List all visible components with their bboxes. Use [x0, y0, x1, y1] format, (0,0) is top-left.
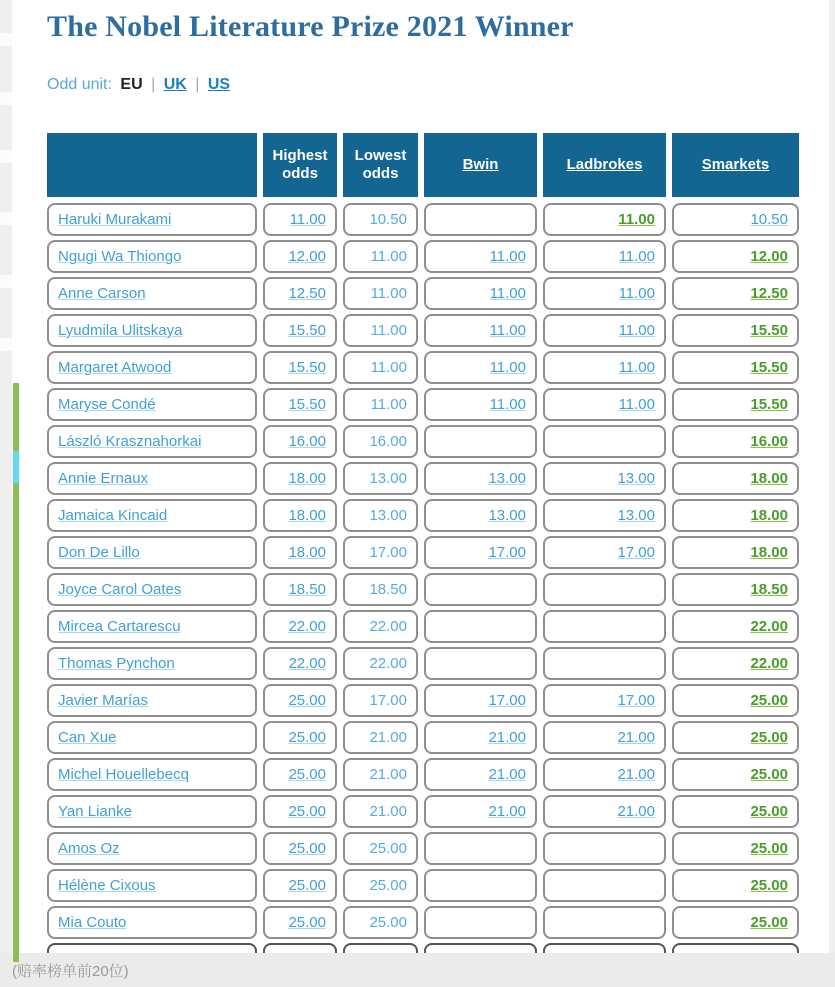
highest-odds-link[interactable]: 25.00 — [288, 729, 326, 746]
lowest-odds-value: 17.00 — [369, 544, 407, 561]
lowest-odds-cell — [343, 610, 418, 643]
ladbrokes-odds-cell — [543, 610, 666, 643]
lowest-odds-cell — [343, 573, 418, 606]
table-row — [47, 314, 799, 347]
gutter-tick — [0, 338, 12, 351]
lowest-odds-value: 11.00 — [370, 396, 407, 413]
highest-odds-link[interactable]: 25.00 — [288, 877, 326, 894]
lowest-odds-cell — [343, 684, 418, 717]
entrant-link[interactable]: László Krasznahorkai — [58, 433, 202, 450]
smarkets-odds-cell — [672, 758, 799, 791]
highest-odds-cell — [263, 351, 337, 384]
ladbrokes-odds-cell — [543, 906, 666, 939]
lowest-odds-cell — [343, 351, 418, 384]
table-row — [47, 351, 799, 384]
highest-odds-link[interactable]: 25.00 — [288, 914, 326, 931]
entrant-link[interactable]: Michel Houellebecq — [58, 766, 189, 783]
entrant-link[interactable]: Mircea Cartarescu — [58, 618, 181, 635]
ladbrokes-odds-cell — [543, 499, 666, 532]
smarkets-odds-cell — [672, 610, 799, 643]
highest-odds-link[interactable]: 12.00 — [288, 248, 326, 265]
bwin-odds-link[interactable]: 21.00 — [488, 729, 526, 746]
bwin-odds-cell — [424, 795, 537, 828]
lowest-odds-value: 25.00 — [369, 877, 407, 894]
smarkets-odds-link[interactable]: 10.50 — [750, 211, 788, 228]
lowest-odds-cell — [343, 536, 418, 569]
ladbrokes-odds-link[interactable]: 11.00 — [618, 396, 655, 413]
bookmaker-link-ladbrokes[interactable]: Ladbrokes — [566, 156, 643, 173]
entrant-link[interactable]: Ngugi Wa Thiongo — [58, 248, 182, 265]
column-header-smarkets — [672, 133, 799, 197]
smarkets-odds-link[interactable]: 15.50 — [750, 359, 788, 376]
bwin-odds-link[interactable]: 11.00 — [489, 322, 526, 339]
lowest-odds-cell — [343, 314, 418, 347]
ladbrokes-odds-cell — [543, 462, 666, 495]
highest-odds-cell — [263, 277, 337, 310]
smarkets-odds-cell — [672, 314, 799, 347]
bwin-odds-cell — [424, 203, 537, 236]
entrant-link[interactable]: Hélène Cixous — [58, 877, 156, 894]
highest-odds-link[interactable]: 15.50 — [288, 322, 326, 339]
table-row — [47, 647, 799, 680]
smarkets-odds-link[interactable]: 25.00 — [750, 692, 788, 709]
table-row — [47, 832, 799, 865]
ladbrokes-odds-cell — [543, 203, 666, 236]
page-title: The Nobel Literature Prize 2021 Winner — [47, 10, 574, 43]
lowest-odds-value: 17.00 — [369, 692, 407, 709]
lowest-odds-cell — [343, 647, 418, 680]
bwin-odds-link[interactable]: 13.00 — [488, 507, 526, 524]
smarkets-odds-cell — [672, 573, 799, 606]
ladbrokes-odds-link[interactable]: 21.00 — [617, 766, 655, 783]
right-edge-strip — [829, 0, 835, 987]
lowest-odds-value: 13.00 — [369, 470, 407, 487]
highest-odds-cell — [263, 832, 337, 865]
highest-odds-link[interactable]: 12.50 — [288, 285, 326, 302]
bwin-odds-cell — [424, 573, 537, 606]
smarkets-odds-cell — [672, 647, 799, 680]
smarkets-odds-cell — [672, 277, 799, 310]
smarkets-odds-cell — [672, 462, 799, 495]
highest-odds-cell — [263, 499, 337, 532]
smarkets-odds-cell — [672, 869, 799, 902]
table-row — [47, 758, 799, 791]
lowest-odds-value: 25.00 — [369, 914, 407, 931]
lowest-odds-cell — [343, 388, 418, 421]
lowest-odds-value: 11.00 — [370, 248, 407, 265]
lowest-odds-cell — [343, 832, 418, 865]
table-row — [47, 536, 799, 569]
entrant-cell — [47, 647, 257, 680]
table-row — [47, 203, 799, 236]
bwin-odds-cell — [424, 610, 537, 643]
highest-odds-cell — [263, 536, 337, 569]
bwin-odds-cell — [424, 832, 537, 865]
bwin-odds-link[interactable]: 21.00 — [488, 766, 526, 783]
smarkets-odds-cell — [672, 832, 799, 865]
lowest-odds-cell — [343, 869, 418, 902]
ladbrokes-odds-cell — [543, 240, 666, 273]
entrant-link[interactable]: Anne Carson — [58, 285, 146, 302]
bwin-odds-link[interactable]: 11.00 — [489, 359, 526, 376]
odd-unit-selector — [47, 76, 230, 94]
lowest-odds-cell — [343, 758, 418, 791]
column-header-name — [47, 133, 257, 197]
ladbrokes-odds-cell — [543, 351, 666, 384]
scroll-indicator-cyan — [13, 451, 19, 483]
bwin-odds-cell — [424, 906, 537, 939]
smarkets-odds-link[interactable]: 15.50 — [750, 396, 788, 413]
ladbrokes-odds-cell — [543, 721, 666, 754]
ladbrokes-odds-link[interactable]: 17.00 — [617, 692, 655, 709]
ladbrokes-odds-link[interactable]: 11.00 — [618, 211, 655, 228]
column-header-ladbrokes — [543, 133, 666, 197]
smarkets-odds-cell — [672, 203, 799, 236]
smarkets-odds-link[interactable]: 22.00 — [750, 655, 788, 672]
highest-odds-cell — [263, 573, 337, 606]
lowest-odds-cell — [343, 721, 418, 754]
ladbrokes-odds-cell — [543, 425, 666, 458]
bookmaker-link-smarkets[interactable]: Smarkets — [701, 156, 770, 173]
smarkets-odds-link[interactable]: 25.00 — [750, 729, 788, 746]
table-row — [47, 388, 799, 421]
lowest-odds-value: 13.00 — [369, 507, 407, 524]
highest-odds-cell — [263, 647, 337, 680]
smarkets-odds-cell — [672, 721, 799, 754]
gutter-tick — [0, 212, 12, 225]
entrant-link[interactable]: Don De Lillo — [58, 544, 140, 561]
bwin-odds-link[interactable]: 17.00 — [488, 692, 526, 709]
column-header-lowest-odds-label: Lowest odds — [354, 147, 407, 182]
entrant-cell — [47, 573, 257, 606]
bwin-odds-cell — [424, 647, 537, 680]
smarkets-odds-link[interactable]: 22.00 — [750, 618, 788, 635]
lowest-odds-value: 22.00 — [369, 618, 407, 635]
entrant-cell — [47, 684, 257, 717]
smarkets-odds-link[interactable]: 15.50 — [750, 322, 788, 339]
highest-odds-link[interactable]: 25.00 — [288, 692, 326, 709]
smarkets-odds-link[interactable]: 12.00 — [750, 248, 788, 265]
bwin-odds-link[interactable]: 11.00 — [489, 285, 526, 302]
table-row — [47, 906, 799, 939]
highest-odds-link[interactable]: 18.00 — [288, 544, 326, 561]
smarkets-odds-link[interactable]: 16.00 — [750, 433, 788, 450]
gutter-tick — [0, 150, 12, 163]
table-row — [47, 869, 799, 902]
bwin-odds-cell — [424, 277, 537, 310]
entrant-link[interactable]: Amos Oz — [58, 840, 120, 857]
entrant-cell — [47, 462, 257, 495]
column-header-highest-odds-label: Highest odds — [272, 147, 328, 182]
entrant-link[interactable]: Jamaica Kincaid — [58, 507, 168, 524]
entrant-link[interactable]: Can Xue — [58, 729, 117, 746]
entrant-link[interactable]: Haruki Murakami — [58, 211, 172, 228]
bwin-odds-link[interactable]: 11.00 — [489, 396, 526, 413]
footer-note-bar — [0, 953, 835, 987]
lowest-odds-value: 21.00 — [369, 766, 407, 783]
ladbrokes-odds-cell — [543, 314, 666, 347]
smarkets-odds-cell — [672, 425, 799, 458]
ladbrokes-odds-cell — [543, 869, 666, 902]
bwin-odds-cell — [424, 388, 537, 421]
highest-odds-link[interactable]: 22.00 — [288, 655, 326, 672]
lowest-odds-cell — [343, 462, 418, 495]
highest-odds-link[interactable]: 15.50 — [288, 396, 326, 413]
highest-odds-link[interactable]: 25.00 — [288, 840, 326, 857]
bwin-odds-cell — [424, 240, 537, 273]
ladbrokes-odds-cell — [543, 832, 666, 865]
ladbrokes-odds-link[interactable]: 11.00 — [618, 359, 655, 376]
entrant-cell — [47, 240, 257, 273]
left-gutter — [0, 0, 12, 987]
entrant-link[interactable]: Thomas Pynchon — [58, 655, 175, 672]
entrant-cell — [47, 610, 257, 643]
highest-odds-link[interactable]: 15.50 — [288, 359, 326, 376]
ladbrokes-odds-link[interactable]: 13.00 — [617, 507, 655, 524]
lowest-odds-value: 25.00 — [369, 840, 407, 857]
lowest-odds-value: 16.00 — [369, 433, 407, 450]
table-row — [47, 721, 799, 754]
ladbrokes-odds-link[interactable]: 21.00 — [617, 729, 655, 746]
bwin-odds-link[interactable]: 11.00 — [489, 248, 526, 265]
highest-odds-link[interactable]: 16.00 — [288, 433, 326, 450]
highest-odds-cell — [263, 684, 337, 717]
ladbrokes-odds-cell — [543, 758, 666, 791]
ladbrokes-odds-cell — [543, 536, 666, 569]
entrant-cell — [47, 351, 257, 384]
smarkets-odds-link[interactable]: 25.00 — [750, 877, 788, 894]
highest-odds-link[interactable]: 18.00 — [288, 470, 326, 487]
entrant-cell — [47, 758, 257, 791]
odd-unit-label: Odd unit: — [47, 76, 112, 93]
table-row — [47, 684, 799, 717]
lowest-odds-cell — [343, 499, 418, 532]
smarkets-odds-link[interactable]: 25.00 — [750, 914, 788, 931]
table-row — [47, 240, 799, 273]
entrant-cell — [47, 203, 257, 236]
entrant-link[interactable]: Joyce Carol Oates — [58, 581, 182, 598]
highest-odds-link[interactable]: 25.00 — [288, 766, 326, 783]
ladbrokes-odds-cell — [543, 684, 666, 717]
lowest-odds-value: 11.00 — [370, 359, 407, 376]
smarkets-odds-link[interactable]: 18.00 — [750, 470, 788, 487]
highest-odds-link[interactable]: 11.00 — [289, 211, 326, 228]
odd-unit-separator: | — [151, 76, 156, 93]
smarkets-odds-link[interactable]: 18.00 — [750, 544, 788, 561]
footer-note: (赔率榜单前20位) — [12, 962, 129, 980]
partial-row — [47, 943, 799, 953]
smarkets-odds-cell — [672, 795, 799, 828]
odd-unit-uk-link[interactable]: UK — [163, 76, 187, 93]
highest-odds-cell — [263, 314, 337, 347]
lowest-odds-cell — [343, 277, 418, 310]
highest-odds-cell — [263, 869, 337, 902]
entrant-cell — [47, 906, 257, 939]
bwin-odds-cell — [424, 351, 537, 384]
table-body — [47, 203, 799, 939]
highest-odds-cell — [263, 240, 337, 273]
column-header-highest-odds — [263, 133, 337, 197]
ladbrokes-odds-cell — [543, 573, 666, 606]
column-header-bwin — [424, 133, 537, 197]
entrant-link[interactable]: Margaret Atwood — [58, 359, 172, 376]
lowest-odds-value: 11.00 — [370, 285, 407, 302]
entrant-link[interactable]: Mia Couto — [58, 914, 127, 931]
ladbrokes-odds-link[interactable]: 13.00 — [617, 470, 655, 487]
bwin-odds-link[interactable]: 13.00 — [488, 470, 526, 487]
gutter-tick — [0, 275, 12, 288]
lowest-odds-value: 10.50 — [369, 211, 407, 228]
smarkets-odds-link[interactable]: 18.50 — [750, 581, 788, 598]
highest-odds-link[interactable]: 25.00 — [288, 803, 326, 820]
smarkets-odds-cell — [672, 499, 799, 532]
odds-table — [47, 133, 799, 957]
entrant-cell — [47, 277, 257, 310]
highest-odds-cell — [263, 795, 337, 828]
table-row — [47, 462, 799, 495]
bwin-odds-cell — [424, 721, 537, 754]
bwin-odds-cell — [424, 462, 537, 495]
bookmaker-link-bwin[interactable]: Bwin — [462, 156, 499, 173]
table-row — [47, 795, 799, 828]
column-header-lowest-odds — [343, 133, 418, 197]
odd-unit-eu: EU — [120, 76, 143, 93]
smarkets-odds-link[interactable]: 25.00 — [750, 766, 788, 783]
bwin-odds-cell — [424, 684, 537, 717]
gutter-tick — [0, 92, 12, 105]
smarkets-odds-cell — [672, 388, 799, 421]
lowest-odds-value: 11.00 — [370, 322, 407, 339]
highest-odds-cell — [263, 425, 337, 458]
ladbrokes-odds-link[interactable]: 21.00 — [617, 803, 655, 820]
smarkets-odds-link[interactable]: 12.50 — [750, 285, 788, 302]
smarkets-odds-link[interactable]: 25.00 — [750, 803, 788, 820]
ladbrokes-odds-cell — [543, 795, 666, 828]
highest-odds-link[interactable]: 18.00 — [288, 507, 326, 524]
lowest-odds-value: 18.50 — [369, 581, 407, 598]
ladbrokes-odds-link[interactable]: 11.00 — [618, 322, 655, 339]
ladbrokes-odds-cell — [543, 647, 666, 680]
highest-odds-cell — [263, 906, 337, 939]
smarkets-odds-cell — [672, 536, 799, 569]
entrant-link[interactable]: Maryse Condé — [58, 396, 156, 413]
bwin-odds-link[interactable]: 17.00 — [488, 544, 526, 561]
entrant-link[interactable]: Lyudmila Ulitskaya — [58, 322, 183, 339]
entrant-cell — [47, 499, 257, 532]
entrant-cell — [47, 388, 257, 421]
smarkets-odds-cell — [672, 906, 799, 939]
table-row — [47, 425, 799, 458]
entrant-link[interactable]: Annie Ernaux — [58, 470, 149, 487]
entrant-link[interactable]: Javier Marías — [58, 692, 149, 709]
entrant-cell — [47, 314, 257, 347]
entrant-link[interactable]: Yan Lianke — [58, 803, 132, 820]
lowest-odds-value: 22.00 — [369, 655, 407, 672]
entrant-cell — [47, 721, 257, 754]
gutter-tick — [0, 33, 12, 46]
highest-odds-cell — [263, 610, 337, 643]
table-row — [47, 573, 799, 606]
bwin-odds-link[interactable]: 21.00 — [488, 803, 526, 820]
highest-odds-cell — [263, 758, 337, 791]
odd-unit-us-link[interactable]: US — [207, 76, 231, 93]
lowest-odds-cell — [343, 240, 418, 273]
ladbrokes-odds-cell — [543, 388, 666, 421]
table-row — [47, 277, 799, 310]
ladbrokes-odds-link[interactable]: 17.00 — [617, 544, 655, 561]
lowest-odds-value: 21.00 — [369, 729, 407, 746]
bwin-odds-cell — [424, 536, 537, 569]
ladbrokes-odds-cell — [543, 277, 666, 310]
lowest-odds-cell — [343, 795, 418, 828]
smarkets-odds-link[interactable]: 18.00 — [750, 507, 788, 524]
bwin-odds-cell — [424, 425, 537, 458]
highest-odds-cell — [263, 462, 337, 495]
entrant-cell — [47, 536, 257, 569]
ladbrokes-odds-link[interactable]: 11.00 — [618, 285, 655, 302]
smarkets-odds-cell — [672, 684, 799, 717]
entrant-cell — [47, 795, 257, 828]
lowest-odds-cell — [343, 425, 418, 458]
ladbrokes-odds-link[interactable]: 11.00 — [618, 248, 655, 265]
lowest-odds-cell — [343, 203, 418, 236]
bwin-odds-cell — [424, 758, 537, 791]
smarkets-odds-link[interactable]: 25.00 — [750, 840, 788, 857]
highest-odds-cell — [263, 203, 337, 236]
bwin-odds-cell — [424, 314, 537, 347]
entrant-cell — [47, 832, 257, 865]
table-header-row — [47, 133, 799, 197]
highest-odds-cell — [263, 721, 337, 754]
bwin-odds-cell — [424, 499, 537, 532]
lowest-odds-cell — [343, 906, 418, 939]
lowest-odds-value: 21.00 — [369, 803, 407, 820]
highest-odds-link[interactable]: 18.50 — [288, 581, 326, 598]
smarkets-odds-cell — [672, 351, 799, 384]
table-row — [47, 499, 799, 532]
entrant-cell — [47, 425, 257, 458]
odd-unit-separator: | — [195, 76, 200, 93]
highest-odds-cell — [263, 388, 337, 421]
entrant-cell — [47, 869, 257, 902]
smarkets-odds-cell — [672, 240, 799, 273]
bwin-odds-cell — [424, 869, 537, 902]
table-row — [47, 610, 799, 643]
highest-odds-link[interactable]: 22.00 — [288, 618, 326, 635]
